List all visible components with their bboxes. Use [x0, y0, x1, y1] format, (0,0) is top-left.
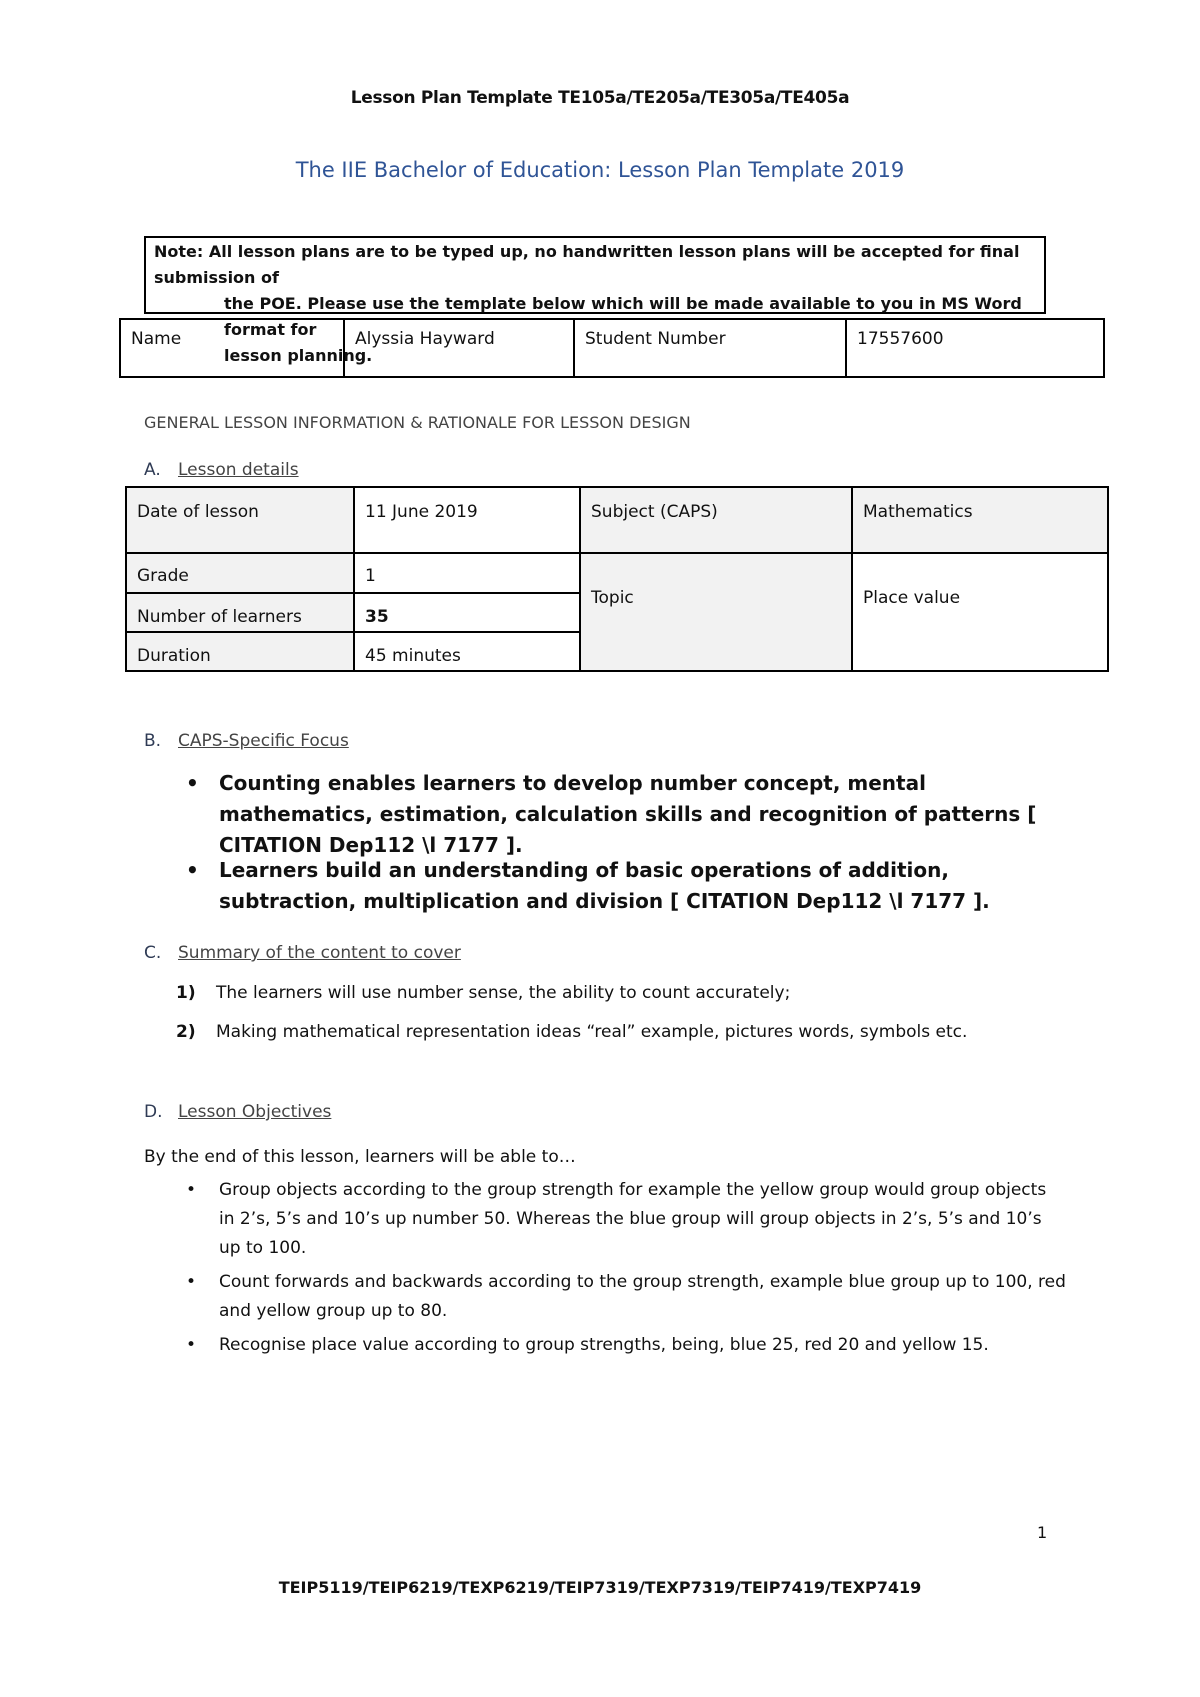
section-c-label: Summary of the content to cover	[178, 943, 461, 963]
date-label: Date of lesson	[126, 487, 354, 553]
content-item-1	[176, 983, 790, 1003]
bullet-icon: •	[186, 771, 199, 795]
note-line-2: the POE. Please use the template below which will be made available to you in MS Word format for	[224, 294, 1022, 339]
objectives-intro: By the end of this lesson, learners will be able to…	[144, 1147, 576, 1167]
bullet-icon: •	[186, 1272, 197, 1292]
learners-value: 35	[354, 593, 580, 632]
objective-text-3: Recognise place value according to group strengths, being, blue 25, red 20 and yellow 15.	[219, 1335, 989, 1355]
objective-text-2: Count forwards and backwards according to the group strength, example blue group up to 100, red and yellow group up to 80.	[219, 1272, 1066, 1321]
duration-label: Duration	[126, 632, 354, 671]
bullet-icon: •	[186, 1180, 197, 1200]
section-c-heading	[144, 943, 461, 963]
section-a-label: Lesson details	[178, 460, 299, 480]
name-label: Name	[120, 319, 344, 377]
footer-course-codes: TEIP5119/TEIP6219/TEXP6219/TEIP7319/TEXP7319/TEIP7419/TEXP7419	[278, 1578, 922, 1597]
section-a-heading	[144, 460, 299, 480]
objective-bullet-1	[186, 1176, 1066, 1263]
topic-value: Place value	[852, 553, 1108, 671]
section-b-label: CAPS-Specific Focus	[178, 731, 349, 751]
caps-focus-bullet-2	[186, 855, 1086, 917]
page-title: The IIE Bachelor of Education: Lesson Plan Template 2019	[295, 158, 905, 182]
caps-focus-bullet-1	[186, 768, 1086, 861]
general-heading: GENERAL LESSON INFORMATION & RATIONALE FOR LESSON DESIGN	[144, 413, 691, 432]
section-d-heading	[144, 1102, 331, 1122]
bullet-icon: •	[186, 858, 199, 882]
section-d-label: Lesson Objectives	[178, 1102, 332, 1122]
section-d-letter: D.	[144, 1102, 163, 1122]
name-value: Alyssia Hayward	[344, 319, 574, 377]
student-number-value: 17557600	[846, 319, 1104, 377]
grade-value: 1	[354, 553, 580, 593]
student-info-table	[119, 318, 1105, 378]
objective-bullet-2	[186, 1268, 1066, 1326]
content-item-text: The learners will use number sense, the ability to count accurately;	[216, 983, 791, 1003]
bullet-icon: •	[186, 1335, 197, 1355]
caps-focus-text-1: Counting enables learners to develop number concept, mental mathematics, estimation, calculation skills and recognition of patterns [ CITATION Dep112 \l 7177 ].	[219, 771, 1037, 857]
subject-value: Mathematics	[852, 487, 1108, 553]
learners-label: Number of learners	[126, 593, 354, 632]
date-value: 11 June 2019	[354, 487, 580, 553]
lesson-details-table	[125, 486, 1109, 672]
section-b-letter: B.	[144, 731, 162, 751]
note-line-1: Note: All lesson plans are to be typed up, no handwritten lesson plans will be accepted for final submission of	[154, 242, 1020, 287]
header-title: Lesson Plan Template TE105a/TE205a/TE305a/TE405a	[350, 88, 850, 108]
content-item-2	[176, 1022, 967, 1042]
student-number-label: Student Number	[574, 319, 846, 377]
caps-focus-text-2: Learners build an understanding of basic operations of addition, subtraction, multiplication and division [ CITATION Dep112 \l 7177 ].	[219, 858, 990, 913]
objective-bullet-3	[186, 1331, 1066, 1360]
content-item-text: Making mathematical representation ideas “real” example, pictures words, symbols etc.	[216, 1022, 968, 1042]
section-c-letter: C.	[144, 943, 162, 963]
page-number: 1	[1037, 1523, 1048, 1542]
section-b-heading	[144, 731, 349, 751]
note-line-3: lesson planning.	[224, 346, 373, 365]
duration-value: 45 minutes	[354, 632, 580, 671]
content-item-number: 1)	[176, 983, 196, 1003]
section-a-letter: A.	[144, 460, 161, 480]
content-item-number: 2)	[176, 1022, 196, 1042]
subject-label: Subject (CAPS)	[580, 487, 852, 553]
objective-text-1: Group objects according to the group strength for example the yellow group would group objects in 2’s, 5’s and 10’s up number 50. Whereas the blue group will group objects in 2’s, 5’s and 10’s up to 100.	[219, 1180, 1047, 1258]
grade-label: Grade	[126, 553, 354, 593]
topic-label: Topic	[580, 553, 852, 671]
